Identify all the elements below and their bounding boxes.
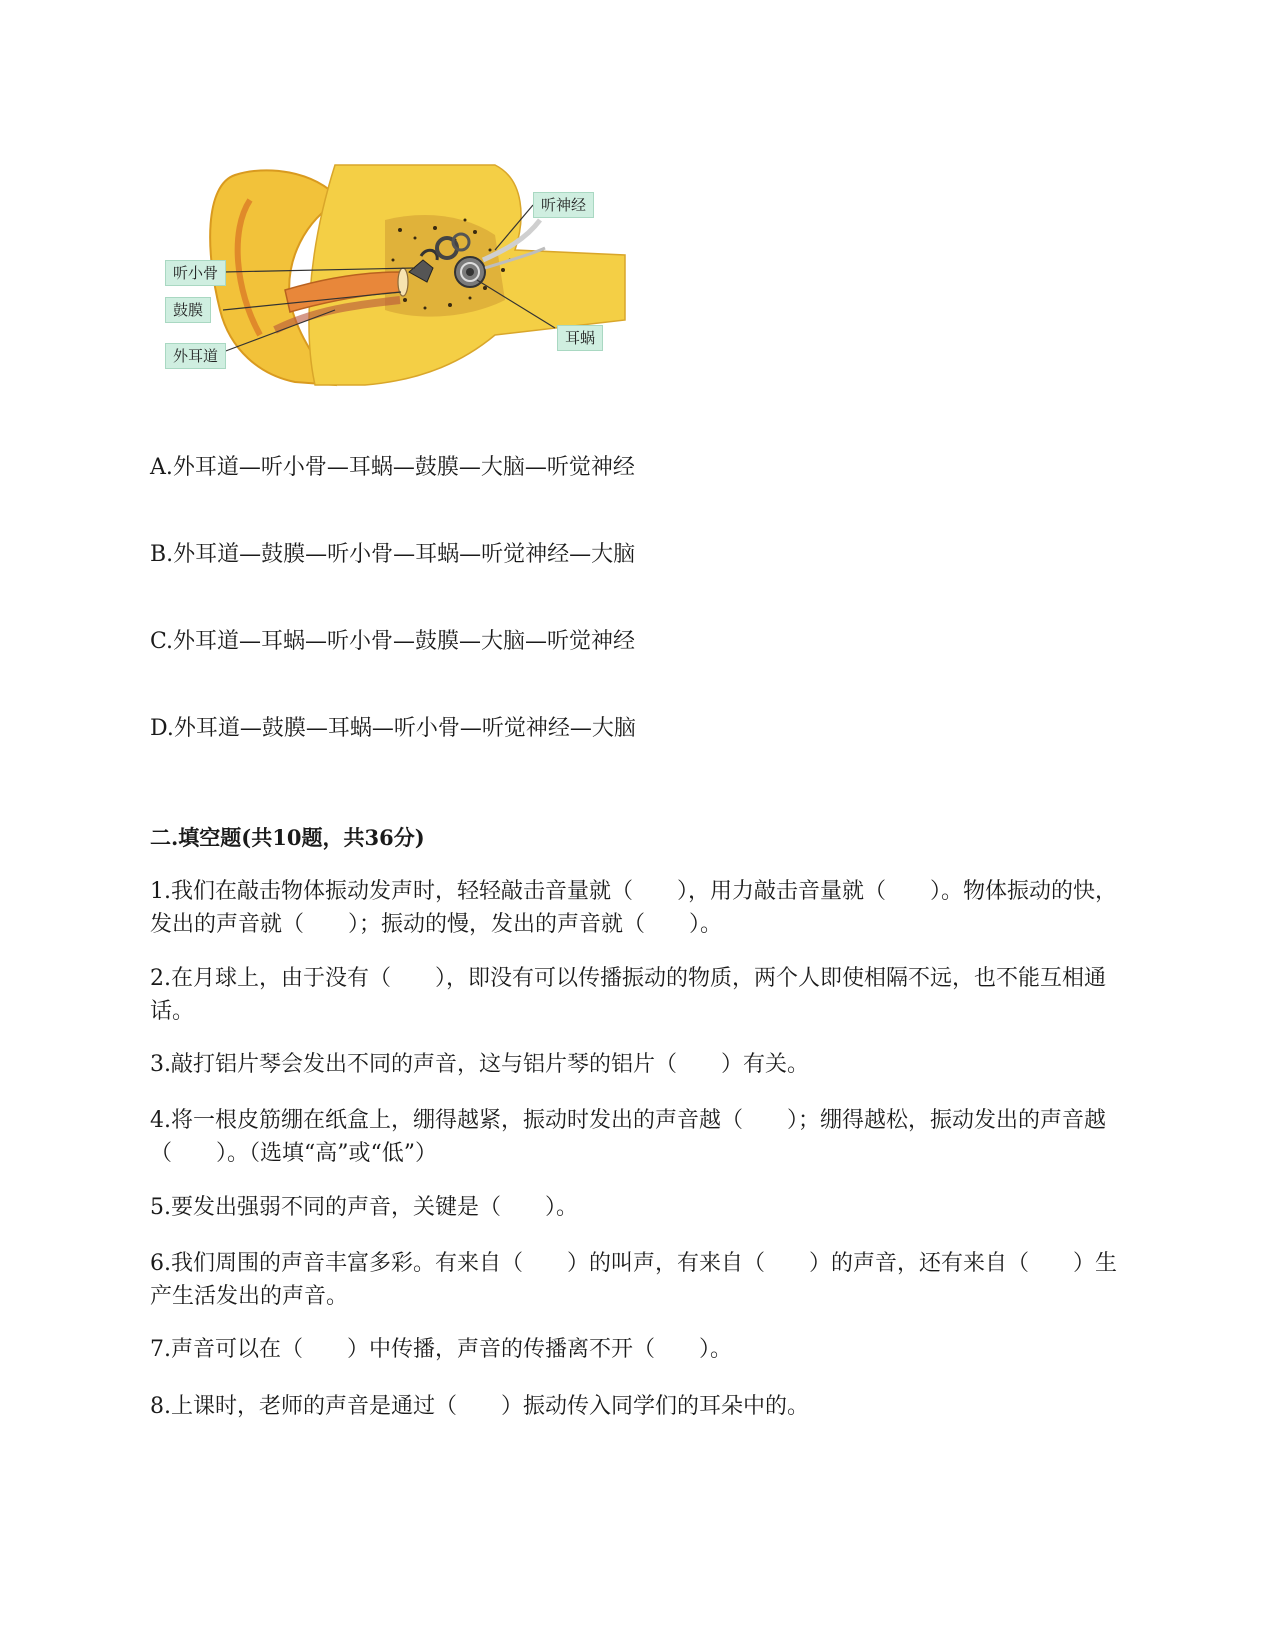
option-c: C.外耳道—耳蜗—听小骨—鼓膜—大脑—听觉神经 xyxy=(150,629,636,654)
label-eardrum: 鼓膜 xyxy=(165,297,211,323)
label-cochlea: 耳蜗 xyxy=(557,325,603,351)
ear-anatomy-figure xyxy=(165,160,645,390)
question-8: 8.上课时，老师的声音是通过（ ）振动传入同学们的耳朵中的。 xyxy=(150,1394,809,1419)
label-ear-canal: 外耳道 xyxy=(165,343,226,369)
label-ossicles: 听小骨 xyxy=(165,260,226,286)
option-b: B.外耳道—鼓膜—听小骨—耳蜗—听觉神经—大脑 xyxy=(150,542,636,567)
label-auditory-nerve: 听神经 xyxy=(533,192,594,218)
question-1: 1.我们在敲击物体振动发声时，轻轻敲击音量就（ ），用力敲击音量就（ ）。物体振动的快，发出的声音就（ ）；振动的慢，发出的声音就（ ）。 xyxy=(150,879,1117,937)
option-d: D.外耳道—鼓膜—耳蜗—听小骨—听觉神经—大脑 xyxy=(150,716,636,741)
section-title: 二.填空题(共10题，共36分) xyxy=(150,825,425,850)
question-6: 6.我们周围的声音丰富多彩。有来自（ ）的叫声，有来自（ ）的声音，还有来自（ ）生产生活发出的声音。 xyxy=(150,1251,1117,1309)
question-7: 7.声音可以在（ ）中传播，声音的传播离不开（ ）。 xyxy=(150,1337,732,1362)
question-5: 5.要发出强弱不同的声音，关键是（ ）。 xyxy=(150,1195,578,1220)
option-a: A.外耳道—听小骨—耳蜗—鼓膜—大脑—听觉神经 xyxy=(150,455,635,480)
question-2: 2.在月球上，由于没有（ ），即没有可以传播振动的物质，两个人即使相隔不远，也不能互相通话。 xyxy=(150,966,1106,1024)
question-4: 4.将一根皮筋绷在纸盒上，绷得越紧，振动时发出的声音越（ ）；绷得越松，振动发出的声音越（ ）。（选填“高”或“低”） xyxy=(150,1108,1106,1166)
question-3: 3.敲打铝片琴会发出不同的声音，这与铝片琴的铝片（ ）有关。 xyxy=(150,1052,809,1077)
